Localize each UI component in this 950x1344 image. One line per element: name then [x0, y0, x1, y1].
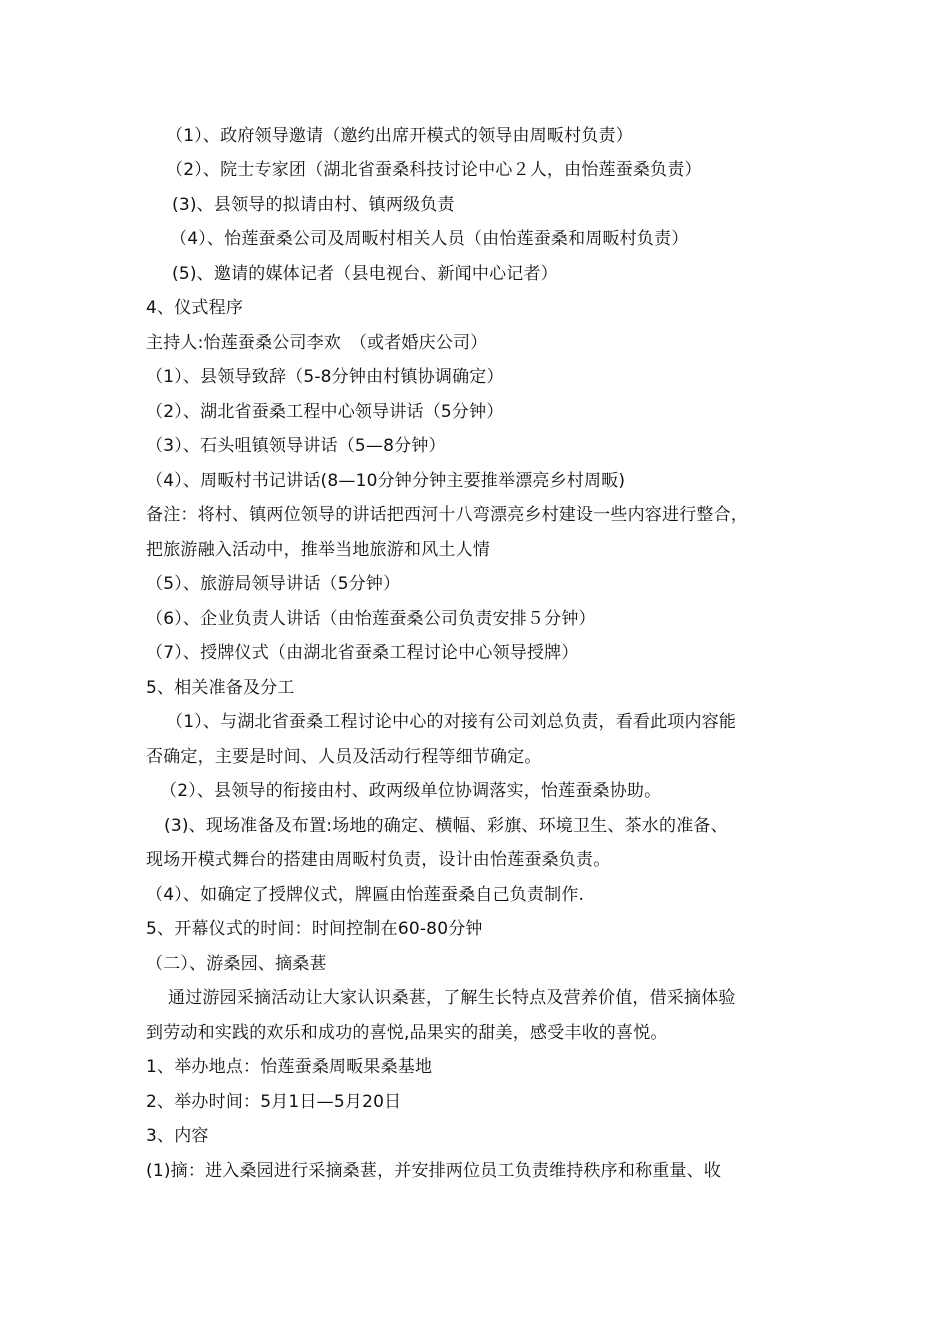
text-line-note-2: 把旅游融入活动中，推举当地旅游和风土人情	[146, 540, 490, 560]
text-line-venue: 1、举办地点：怡莲蚕桑周畈果桑基地	[146, 1057, 433, 1077]
text-line-speech-enterprise: （6）、企业负责人讲话（由怡莲蚕桑公司负责安排５分钟）	[146, 609, 596, 629]
text-line-prep-3a: (3)、现场准备及布置:场地的确定、横幅、彩旗、环境卫生、茶水的准备、	[164, 816, 728, 836]
text-line-prep-3b: 现场开模式舞台的搭建由周畈村负责，设计由怡莲蚕桑负责。	[146, 850, 611, 870]
section-heading-mulberry-tour: （二）、游桑园、摘桑葚	[146, 954, 327, 974]
text-line-invite-government: （1）、政府领导邀请（邀约出席开模式的领导由周畈村负责）	[166, 126, 633, 146]
text-line-speech-county: （1）、县领导致辞（5-8分钟由村镇协调确定）	[146, 367, 504, 387]
text-line-invite-county: (3)、县领导的拟请由村、镇两级负责	[172, 195, 455, 215]
text-line-content-pick: (1)摘：进入桑园进行采摘桑葚，并安排两位员工负责维持秩序和称重量、收	[146, 1161, 722, 1181]
text-line-speech-center: （2）、湖北省蚕桑工程中心领导讲话（5分钟）	[146, 402, 504, 422]
section-heading-content: 3、内容	[146, 1126, 209, 1146]
text-line-tour-intro-1: 通过游园采摘活动让大家认识桑葚，了解生长特点及营养价值，借采摘体验	[168, 988, 736, 1008]
text-line-host: 主持人:怡莲蚕桑公司李欢 （或者婚庆公司）	[146, 333, 488, 353]
text-line-award: （7）、授牌仪式（由湖北省蚕桑工程讨论中心领导授牌）	[146, 643, 579, 663]
section-heading-duration: 5、开幕仪式的时间：时间控制在60-80分钟	[146, 919, 483, 939]
text-line-speech-town: （3）、石头咀镇领导讲话（5—8分钟）	[146, 436, 446, 456]
text-line-prep-1b: 否确定，主要是时间、人员及活动行程等细节确定。	[146, 747, 542, 767]
section-heading-ceremony: 4、仪式程序	[146, 298, 244, 318]
text-line-prep-1a: （1）、与湖北省蚕桑工程讨论中心的对接有公司刘总负责，看看此项内容能	[166, 712, 737, 732]
text-line-tour-intro-2: 到劳动和实践的欢乐和成功的喜悦,品果实的甜美，感受丰收的喜悦。	[146, 1023, 668, 1043]
text-line-speech-village: （4）、周畈村书记讲话(8—10分钟分钟主要推举漂亮乡村周畈)	[146, 471, 626, 491]
text-line-invite-media: (5)、邀请的媒体记者（县电视台、新闻中心记者）	[172, 264, 558, 284]
text-line-prep-2: （2）、县领导的衔接由村、政两级单位协调落实，怡莲蚕桑协助。	[160, 781, 662, 801]
text-line-speech-tourism: （5）、旅游局领导讲话（5分钟）	[146, 574, 401, 594]
section-heading-preparation: 5、相关准备及分工	[146, 678, 295, 698]
text-line-invite-company: （4）、怡莲蚕桑公司及周畈村相关人员（由怡莲蚕桑和周畈村负责）	[170, 229, 689, 249]
text-line-note-1: 备注：将村、镇两位领导的讲话把西河十八弯漂亮乡村建设一些内容进行整合，	[146, 505, 748, 525]
text-line-prep-4: （4）、如确定了授牌仪式，牌匾由怡莲蚕桑自己负责制作.	[146, 885, 585, 905]
text-line-time: 2、举办时间：5月1日—5月20日	[146, 1092, 402, 1112]
text-line-invite-experts: （2）、院士专家团（湖北省蚕桑科技讨论中心２人，由怡莲蚕桑负责）	[166, 160, 702, 180]
